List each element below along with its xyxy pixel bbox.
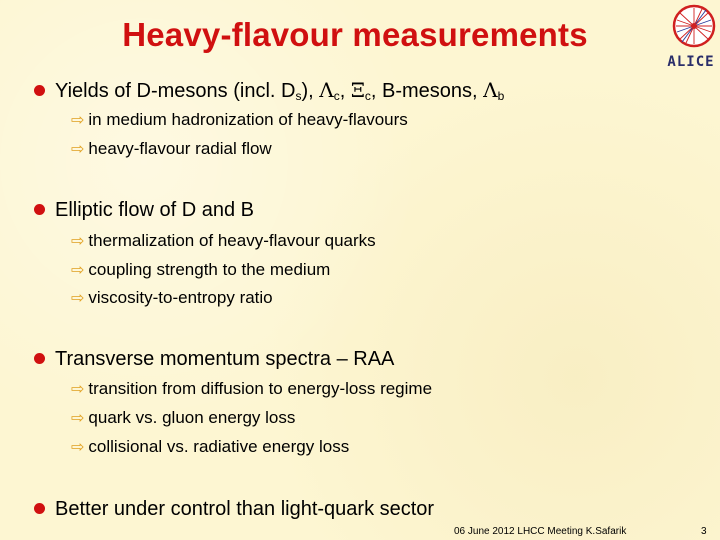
bullet-dot [34, 204, 45, 215]
arrow-icon: ⇨ [71, 408, 85, 427]
alice-logo-icon [662, 2, 720, 54]
bullet-dot [34, 85, 45, 96]
bullet-elliptic-flow [34, 198, 254, 222]
bullet-light-quark [34, 497, 434, 521]
arrow-icon: ⇨ [71, 437, 85, 456]
alice-logo [662, 2, 720, 76]
bullet-dot [34, 353, 45, 364]
arrow-icon: ⇨ [71, 260, 85, 279]
bullet-text: Elliptic flow of D and B [55, 199, 254, 221]
sub-bullet: ⇨ heavy-flavour radial flow [71, 139, 272, 158]
sub-bullet: ⇨ coupling strength to the medium [71, 260, 331, 279]
sub-bullet: ⇨ quark vs. gluon energy loss [71, 408, 296, 427]
sub-bullet: ⇨ viscosity-to-entropy ratio [71, 288, 273, 307]
bullet-yields [34, 78, 504, 103]
bullet-dot [34, 503, 45, 514]
arrow-icon: ⇨ [71, 139, 85, 158]
bullet-text: Yields of D-mesons (incl. $D_s$), $\Lambda_c$, $\Xi_c$, B-mesons, $\Lambda_b$ [55, 78, 505, 103]
bullet-transverse-momentum [34, 347, 394, 371]
footer-text: 06 June 2012 LHCC Meeting K.Safarik [454, 526, 627, 537]
bullet-text: Better under control than light-quark sector [55, 498, 435, 520]
slide-title: Heavy-flavour measurements [122, 16, 588, 53]
arrow-icon: ⇨ [71, 379, 85, 398]
alice-logo-text: ALICE [667, 54, 715, 70]
page-number: 3 [701, 526, 707, 537]
arrow-icon: ⇨ [71, 110, 85, 129]
sub-bullet: ⇨ in medium hadronization of heavy-flavours [71, 110, 408, 129]
arrow-icon: ⇨ [71, 231, 85, 250]
arrow-icon: ⇨ [71, 288, 85, 307]
sub-bullet: ⇨ thermalization of heavy-flavour quarks [71, 231, 376, 250]
bullet-text: Transverse momentum spectra – RAA [55, 348, 395, 370]
sub-bullet: ⇨ collisional vs. radiative energy loss [71, 437, 350, 456]
sub-bullet: ⇨ transition from diffusion to energy-loss regime [71, 379, 433, 398]
